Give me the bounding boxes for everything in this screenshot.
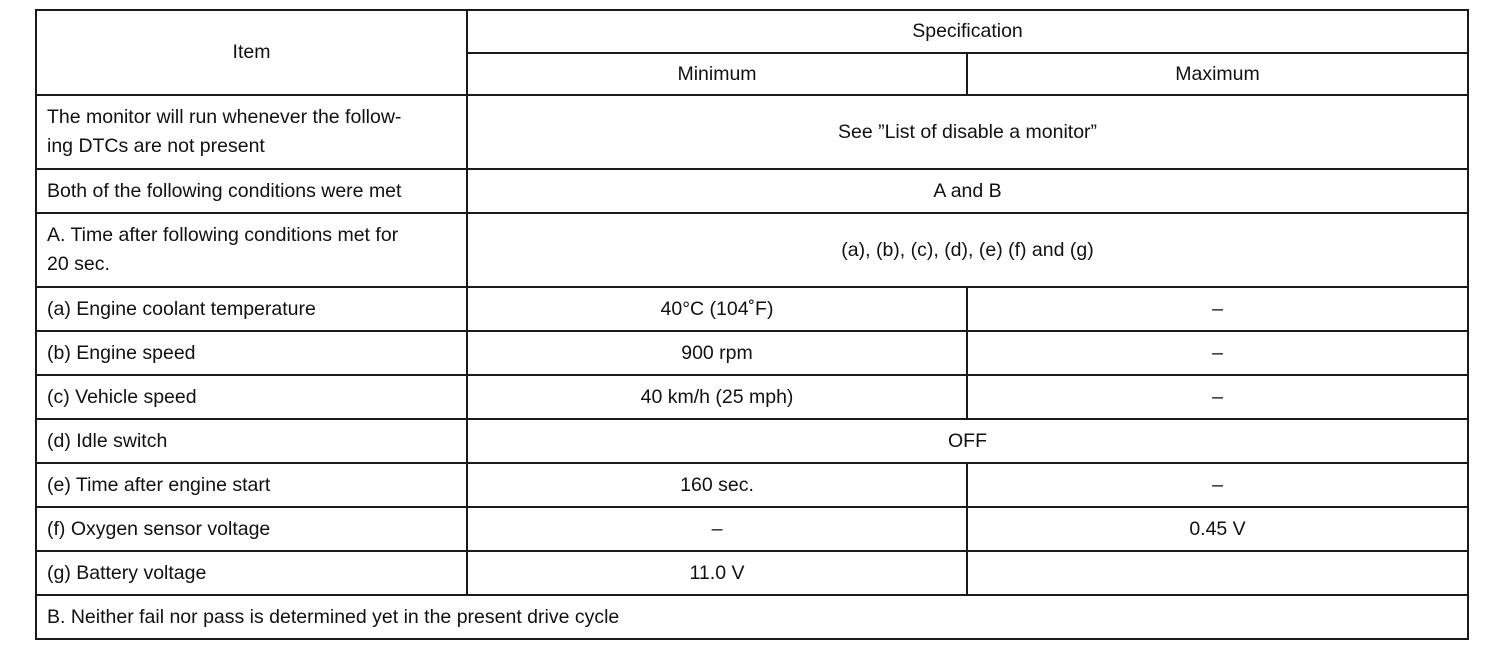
row-item [36,213,467,287]
specification-table [35,9,1469,640]
row-min: 40°C (104˚F) [467,287,967,331]
row-spec: (a), (b), (c), (d), (e) (f) and (g) [467,213,1468,287]
header-row-top [36,10,1468,53]
row-item: (d) Idle switch [36,419,467,463]
row-item-line: 20 sec. [47,253,110,275]
row-max: – [967,463,1468,507]
table-row [36,95,1468,169]
table-row [36,507,1468,551]
row-max: – [967,287,1468,331]
row-item: (g) Battery voltage [36,551,467,595]
row-min: 900 rpm [467,331,967,375]
row-item: (a) Engine coolant temperature [36,287,467,331]
row-max: – [967,331,1468,375]
row-item-line: ing DTCs are not present [47,135,265,157]
table-row [36,375,1468,419]
row-item-line: The monitor will run whenever the follow- [47,106,402,128]
row-item: (f) Oxygen sensor voltage [36,507,467,551]
table-row [36,595,1468,639]
table-row [36,551,1468,595]
table-row [36,331,1468,375]
row-item-full: B. Neither fail nor pass is determined yet in the present drive cycle [36,595,1468,639]
row-min: 11.0 V [467,551,967,595]
table-row [36,169,1468,213]
row-min: 40 km/h (25 mph) [467,375,967,419]
row-item: Both of the following conditions were met [36,169,467,213]
row-spec: A and B [467,169,1468,213]
table-row [36,463,1468,507]
header-minimum: Minimum [467,53,967,95]
row-max: 0.45 V [967,507,1468,551]
row-spec: OFF [467,419,1468,463]
header-specification: Specification [467,10,1468,53]
row-item [36,95,467,169]
row-item: (b) Engine speed [36,331,467,375]
row-item-line: A. Time after following conditions met for [47,224,399,246]
row-max [967,551,1468,595]
header-maximum: Maximum [967,53,1468,95]
table-row [36,287,1468,331]
row-item: (c) Vehicle speed [36,375,467,419]
row-min: – [467,507,967,551]
row-item: (e) Time after engine start [36,463,467,507]
header-item: Item [36,10,467,95]
row-min: 160 sec. [467,463,967,507]
table-row [36,419,1468,463]
row-max: – [967,375,1468,419]
table-row [36,213,1468,287]
row-spec: See ”List of disable a monitor” [467,95,1468,169]
